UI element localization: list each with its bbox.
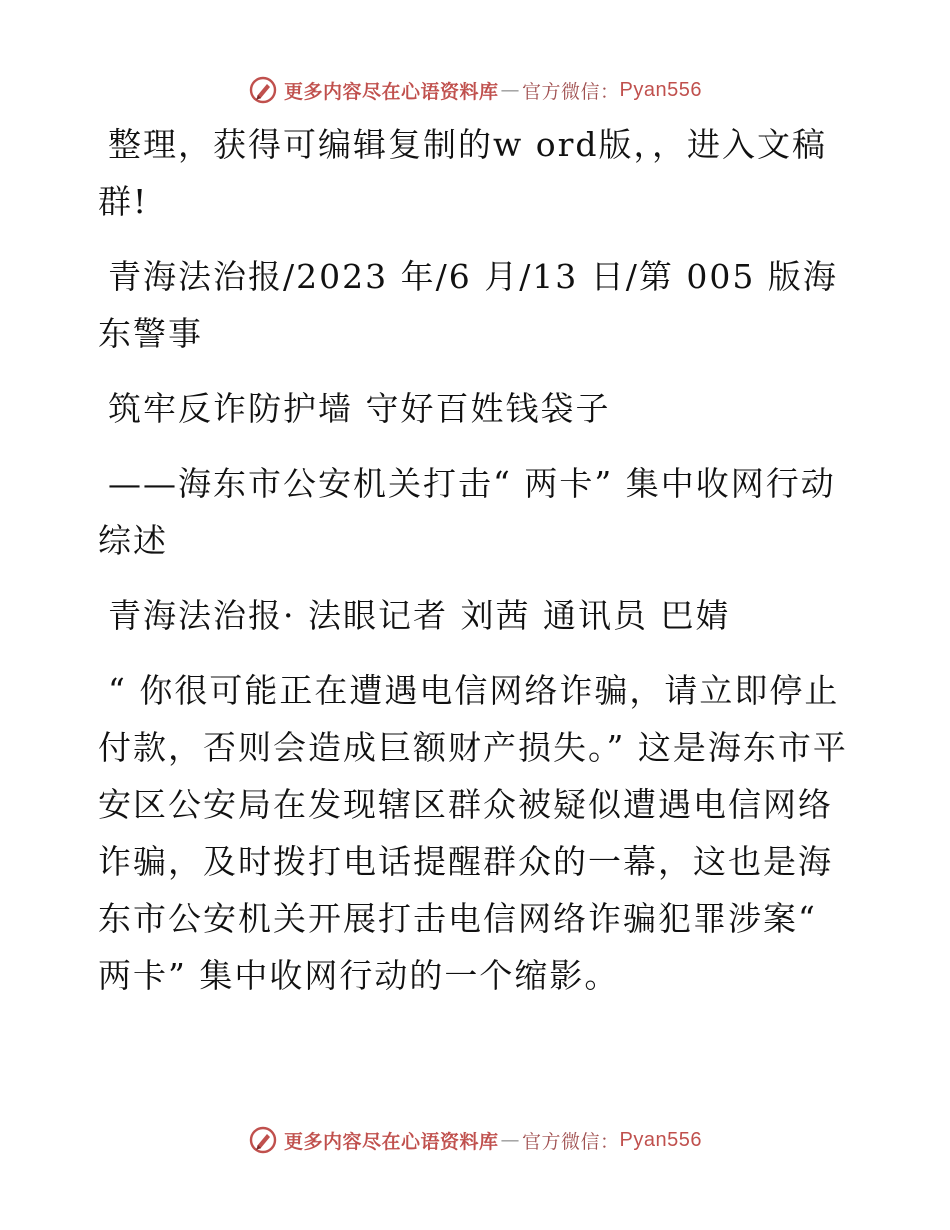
pen-logo-icon	[248, 75, 278, 105]
watermark-separator: —	[500, 1129, 521, 1151]
article-subtitle: ——海东市公安机关打击“ 两卡” 集中收网行动综述	[98, 464, 836, 560]
document-body	[98, 116, 850, 1022]
footer-watermark	[0, 1120, 950, 1160]
byline: 青海法治报· 法眼记者 刘茜 通讯员 巴婧	[108, 596, 731, 635]
article-title: 筑牢反诈防护墙 守好百姓钱袋子	[108, 389, 611, 428]
watermark-brand: 更多内容尽在心语资料库	[284, 1130, 499, 1153]
watermark-brand: 更多内容尽在心语资料库	[284, 80, 499, 103]
watermark-label: 官方微信：	[522, 80, 620, 103]
watermark-wechat-id: Pyan556	[619, 1128, 702, 1151]
watermark-separator: —	[500, 79, 521, 101]
body-paragraph: “ 你很可能正在遭遇电信网络诈骗，请立即停止付款，否则会造成巨额财产损失。” 这是海东市平安区公安局在发现辖区群众被疑似遭遇电信网络诈骗，及时拨打电话提醒群众的一幕，这也是海东市公安机关开展打击电信网络诈骗犯罪涉案“ 两卡” 集中收网行动的一个缩影。	[98, 671, 848, 995]
watermark-label: 官方微信：	[522, 1130, 620, 1153]
intro-paragraph: 整理，获得可编辑复制的w ord版，，进入文稿群!	[98, 125, 828, 221]
header-watermark	[0, 70, 950, 110]
pen-logo-icon	[248, 1125, 278, 1155]
source-line: 青海法治报/2023 年/6 月/13 日/第 005 版海东警事	[98, 257, 838, 353]
watermark-wechat-id: Pyan556	[619, 78, 702, 101]
